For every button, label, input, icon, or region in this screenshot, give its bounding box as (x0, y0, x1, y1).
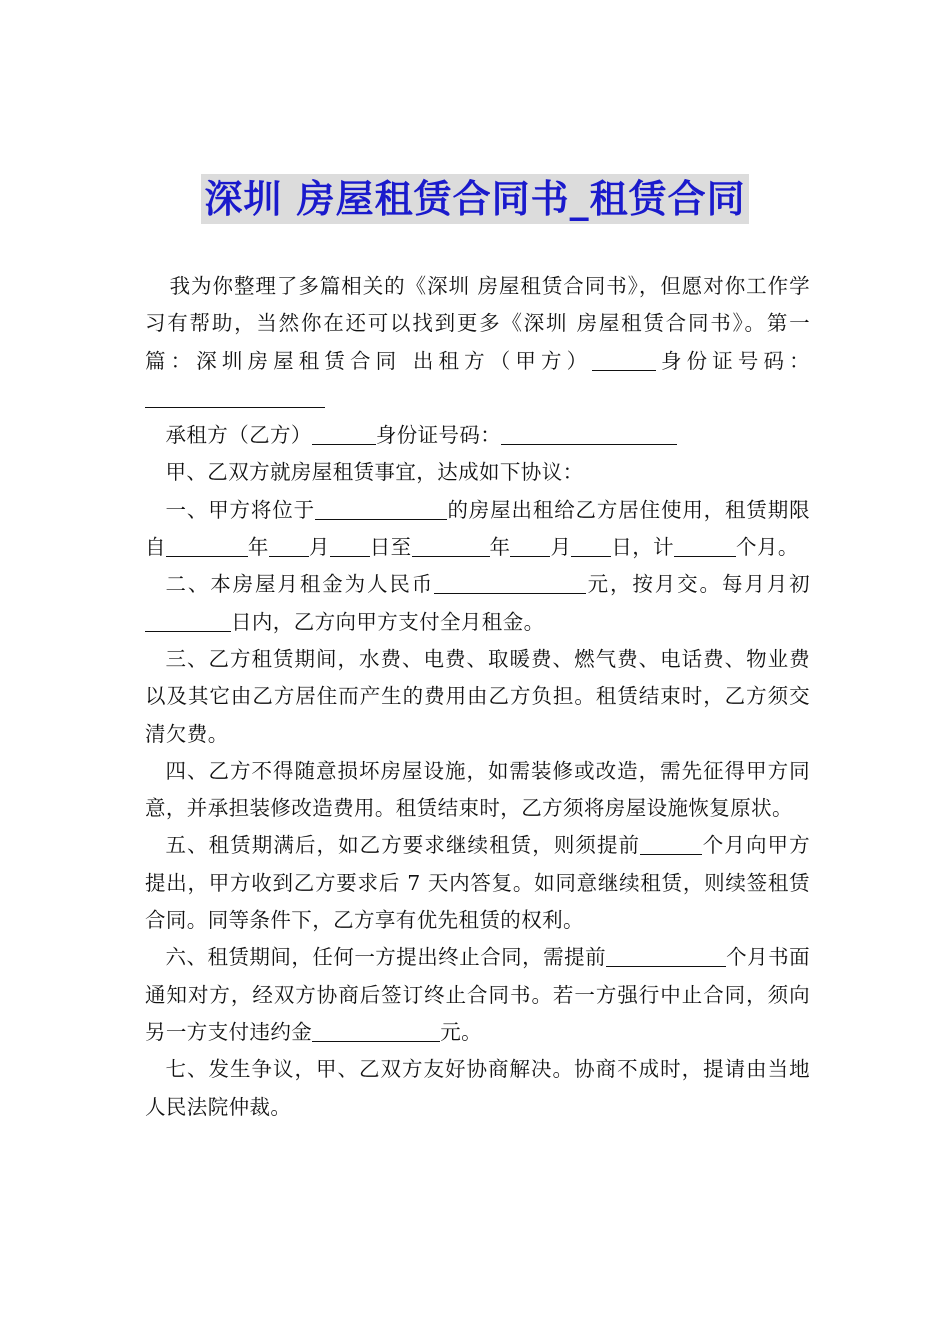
clause-1-text-b: 的房屋出租给乙方居住使用，租赁期限自 (145, 497, 810, 560)
rent-amount-blank (434, 572, 586, 595)
agreement-line (145, 454, 810, 491)
end-month-blank (510, 535, 550, 558)
clause-1 (145, 492, 810, 567)
clause-4 (145, 753, 810, 828)
end-day-label: 日，计 (611, 535, 675, 560)
clause-2-text-a: 二、本房屋月租金为人民币 (165, 572, 435, 597)
landlord-id-label: 身份证号码： (656, 348, 810, 373)
clause-1-text-a: 一、甲方将位于 (165, 497, 315, 522)
start-day-label: 日至 (369, 535, 412, 560)
clause-5-text-b: 个月向甲方提出，甲方收到乙方要求后 7 天内答复。如同意继续租赁，则续签租赁合同。同等条件下，乙方享有优先租赁的权利。 (145, 833, 810, 933)
clause-7 (145, 1051, 810, 1126)
document-title: 深圳 房屋租赁合同书_租赁合同 (201, 174, 748, 224)
end-year-blank (412, 535, 490, 558)
clause-3 (145, 641, 810, 753)
landlord-name-blank (592, 348, 656, 371)
clause-2 (145, 566, 810, 641)
end-month-label: 月 (550, 535, 572, 560)
clause-6 (145, 939, 810, 1051)
tenant-id-label: 身份证号码： (375, 423, 502, 448)
start-month-label: 月 (308, 535, 330, 560)
tenant-id-blank (501, 423, 677, 446)
clause-6-text-a: 六、租赁期间，任何一方提出终止合同，需提前 (165, 945, 607, 970)
end-day-blank (571, 535, 611, 558)
end-year-label: 年 (489, 535, 511, 560)
tenant-name-blank (312, 423, 376, 446)
clause-6-text-b: 个月书面通知对方，经双方协商后签订终止合同书。若一方强行中止合同，须向另一方支付违约金 (145, 945, 810, 1044)
tenant-label: 承租方（乙方） (165, 423, 312, 448)
agreement-text: 甲、乙双方就房屋租赁事宜，达成如下协议： (165, 460, 584, 485)
start-day-blank (330, 535, 370, 558)
penalty-amount-blank (312, 1019, 440, 1042)
document-body (145, 268, 810, 1126)
start-month-blank (269, 535, 309, 558)
clause-3-text: 三、乙方租赁期间，水费、电费、取暖费、燃气费、电话费、物业费以及其它由乙方居住而产生的费用由乙方负担。租赁结束时，乙方须交清欠费。 (145, 646, 810, 746)
clause-4-text: 四、乙方不得随意损坏房屋设施，如需装修或改造，需先征得甲方同意，并承担装修改造费用。租赁结束时，乙方须将房屋设施恢复原状。 (145, 758, 810, 821)
intro-text: 我为你整理了多篇相关的《深圳 房屋租赁合同书》，但愿对你工作学习有帮助，当然你在还可以找到更多《深圳 房屋租赁合同书》。第一篇：深圳房屋租赁合同 出租方（甲方） (145, 274, 810, 373)
title-wrap (0, 174, 950, 224)
property-location-blank (315, 497, 447, 520)
clause-1-end: 个月。 (736, 535, 799, 560)
clause-2-text-b: 元，按月交。每月月初 (586, 572, 810, 597)
start-year-label: 年 (247, 535, 269, 560)
start-year-blank (166, 535, 248, 558)
landlord-id-blank (145, 385, 325, 408)
tenant-paragraph (145, 417, 810, 454)
renewal-notice-blank (640, 833, 702, 856)
clause-5-text-a: 五、租赁期满后，如乙方要求继续租赁，则须提前 (165, 833, 641, 858)
intro-paragraph (145, 268, 810, 417)
clause-6-text-c: 元。 (440, 1019, 483, 1044)
lease-months-blank (674, 535, 736, 558)
payment-day-blank (145, 609, 231, 632)
clause-7-text: 七、发生争议，甲、乙双方友好协商解决。协商不成时，提请由当地人民法院仲裁。 (145, 1057, 810, 1119)
clause-2-text-c: 日内，乙方向甲方支付全月租金。 (231, 609, 545, 634)
clause-5 (145, 827, 810, 939)
termination-notice-blank (606, 945, 726, 968)
